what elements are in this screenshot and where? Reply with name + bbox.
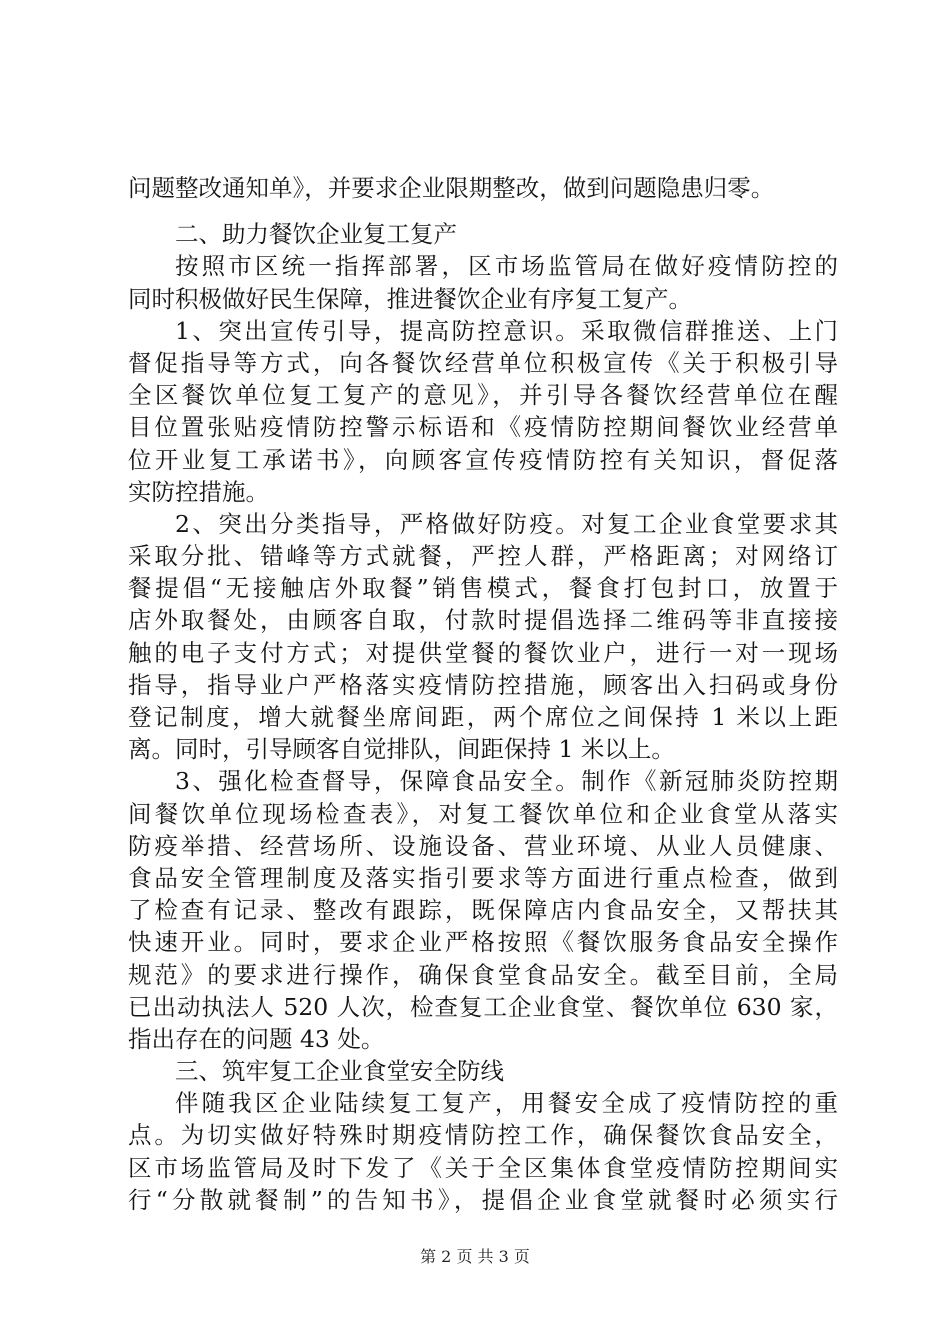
paragraph-line: 离。同时，引导顾客自觉排队，间距保持 1 米以上。 — [128, 735, 675, 764]
paragraph-gap — [128, 204, 838, 218]
paragraph-line: 伴随我区企业陆续复工复产，用餐安全成了疫情防控的重 — [175, 1089, 838, 1118]
paragraph-line: 同时积极做好民生保障，推进餐饮企业有序复工复产。 — [128, 284, 692, 313]
paragraph-line: 全区餐饮单位复工复产的意见》，并引导各餐饮经营单位在醒 — [128, 381, 838, 410]
document-body — [128, 172, 838, 1216]
paragraph-line: 位开业复工承诺书》，向顾客宣传疫情防控有关知识，督促落 — [128, 445, 838, 474]
paragraph-line: 点。为切实做好特殊时期疫情防控工作，确保餐饮食品安全， — [128, 1121, 838, 1150]
paragraph-line: 目位置张贴疫情防控警示标语和《疫情防控期间餐饮业经营单 — [128, 413, 838, 442]
paragraph-line: 采取分批、错峰等方式就餐，严控人群，严格距离；对网络订 — [128, 542, 838, 571]
paragraph-line: 快速开业。同时，要求企业严格按照《餐饮服务食品安全操作 — [128, 928, 838, 957]
paragraph-line: 3、强化检查督导，保障食品安全。制作《新冠肺炎防控期 — [175, 767, 838, 796]
paragraph-line: 按照市区统一指挥部署，区市场监管局在做好疫情防控的 — [175, 252, 838, 281]
paragraph-line: 指出存在的问题 43 处。 — [128, 1024, 385, 1053]
paragraph-line: 指导，指导业户严格落实疫情防控措施，顾客出入扫码或身份 — [128, 670, 838, 699]
paragraph-line: 1、突出宣传引导，提高防控意识。采取微信群推送、上门 — [175, 316, 838, 345]
paragraph-line: 行“分散就餐制”的告知书》，提倡企业食堂就餐时必须实行 — [128, 1185, 838, 1214]
page-number-footer: 第 2 页 共 3 页 — [420, 1247, 530, 1266]
paragraph-line: 督促指导等方式，向各餐饮经营单位积极宣传《关于积极引导 — [128, 348, 838, 377]
paragraph-line: 区市场监管局及时下发了《关于全区集体食堂疫情防控期间实 — [128, 1153, 838, 1182]
paragraph-line: 登记制度，增大就餐坐席间距，两个席位之间保持 1 米以上距 — [128, 703, 838, 731]
section-heading: 三、筑牢复工企业食堂安全防线 — [175, 1057, 504, 1086]
paragraph-line: 了检查有记录、整改有跟踪，既保障店内食品安全，又帮扶其 — [128, 896, 838, 925]
paragraph-line: 规范》的要求进行操作，确保食堂食品安全。截至目前，全局 — [128, 960, 838, 989]
paragraph-line: 已出动执法人 520 人次，检查复工企业食堂、餐饮单位 630 家， — [128, 992, 838, 1021]
paragraph-line: 触的电子支付方式；对提供堂餐的餐饮业户，进行一对一现场 — [128, 638, 838, 667]
paragraph-line: 实防控措施。 — [128, 477, 269, 506]
paragraph-line: 防疫举措、经营场所、设施设备、营业环境、从业人员健康、 — [128, 831, 838, 860]
section-heading: 二、助力餐饮企业复工复产 — [175, 220, 457, 249]
paragraph-line: 2、突出分类指导，严格做好防疫。对复工企业食堂要求其 — [175, 509, 838, 538]
paragraph-line: 食品安全管理制度及落实指引要求等方面进行重点检查，做到 — [128, 863, 838, 892]
paragraph-line: 店外取餐处，由顾客自取，付款时提倡选择二维码等非直接接 — [128, 606, 838, 635]
paragraph-line: 问题整改通知单》，并要求企业限期整改，做到问题隐患归零。 — [128, 174, 775, 202]
paragraph-line: 餐提倡“无接触店外取餐”销售模式，餐食打包封口，放置于 — [128, 574, 838, 603]
paragraph-line: 间餐饮单位现场检查表》，对复工餐饮单位和企业食堂从落实 — [128, 799, 838, 828]
